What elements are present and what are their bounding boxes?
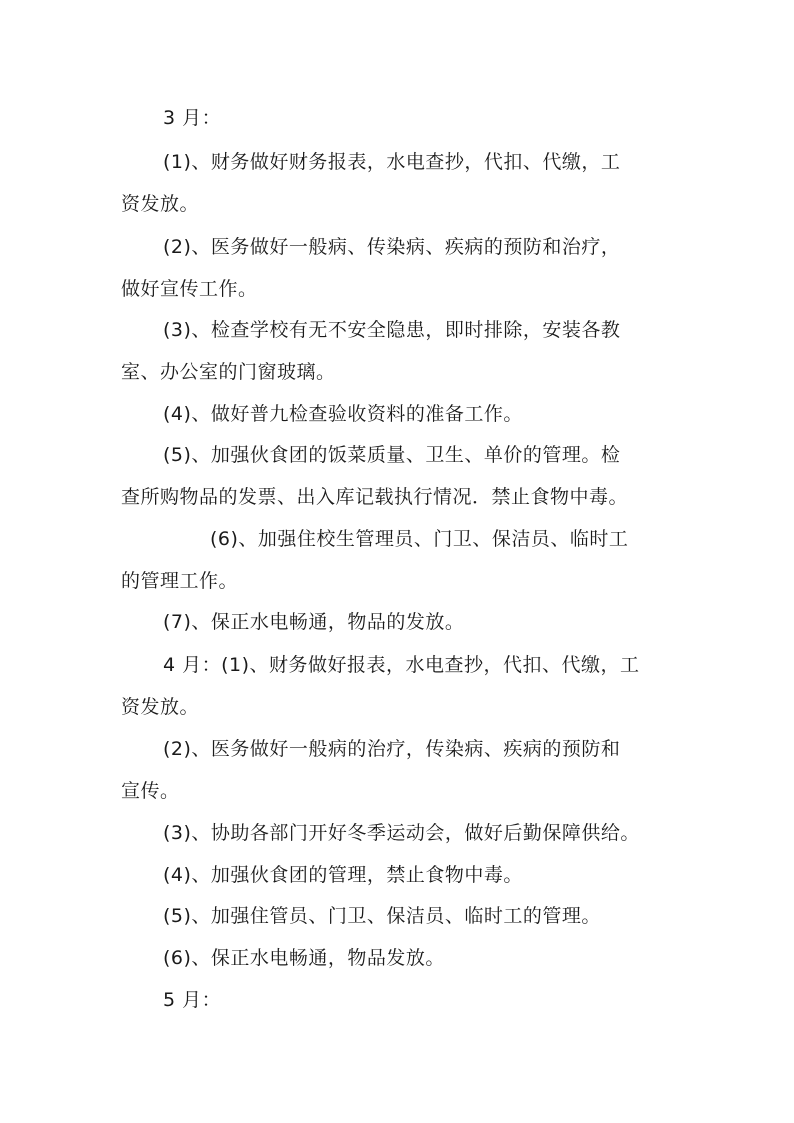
paragraph-line: (5)、加强住管员、门卫、保洁员、临时工的管理。 [163, 905, 601, 927]
paragraph-line: (7)、保正水电畅通，物品的发放。 [163, 611, 465, 633]
paragraph-line: (3)、检查学校有无不安全隐患，即时排除，安装各教 [163, 319, 621, 341]
paragraph-line: (6)、保正水电畅通，物品发放。 [163, 947, 445, 969]
paragraph-line: 资发放。 [121, 193, 200, 215]
paragraph-line: (2)、医务做好一般病的治疗，传染病、疾病的预防和 [163, 738, 621, 760]
paragraph-line: 查所购物品的发票、出入库记载执行情况．禁止食物中毒。 [121, 486, 629, 508]
paragraph-line: 做好宣传工作。 [121, 278, 258, 300]
heading-april-line: 4 月：(1)、财务做好报表，水电查抄，代扣、代缴，工 [163, 654, 640, 676]
paragraph-line: 资发放。 [121, 696, 200, 718]
paragraph-line: 宣传。 [121, 780, 180, 802]
paragraph-line: (5)、加强伙食团的饭菜质量、卫生、单价的管理。检 [163, 444, 621, 466]
paragraph-line: 室、办公室的门窗玻璃。 [121, 361, 336, 383]
paragraph-line: (4)、加强伙食团的管理，禁止食物中毒。 [163, 864, 523, 886]
paragraph-line: (6)、加强住校生管理员、门卫、保洁员、临时工 [210, 528, 629, 550]
paragraph-line: (4)、做好普九检查验收资料的准备工作。 [163, 403, 523, 425]
paragraph-line: (1)、财务做好财务报表，水电查抄，代扣、代缴，工 [163, 151, 621, 173]
paragraph-line: 的管理工作。 [121, 570, 239, 592]
paragraph-line: (3)、协助各部门开好冬季运动会，做好后勤保障供给。 [163, 822, 640, 844]
heading-march: 3 月： [163, 107, 222, 129]
paragraph-line: (2)、医务做好一般病、传染病、疾病的预防和治疗， [163, 236, 621, 258]
heading-may: 5 月： [163, 989, 222, 1011]
